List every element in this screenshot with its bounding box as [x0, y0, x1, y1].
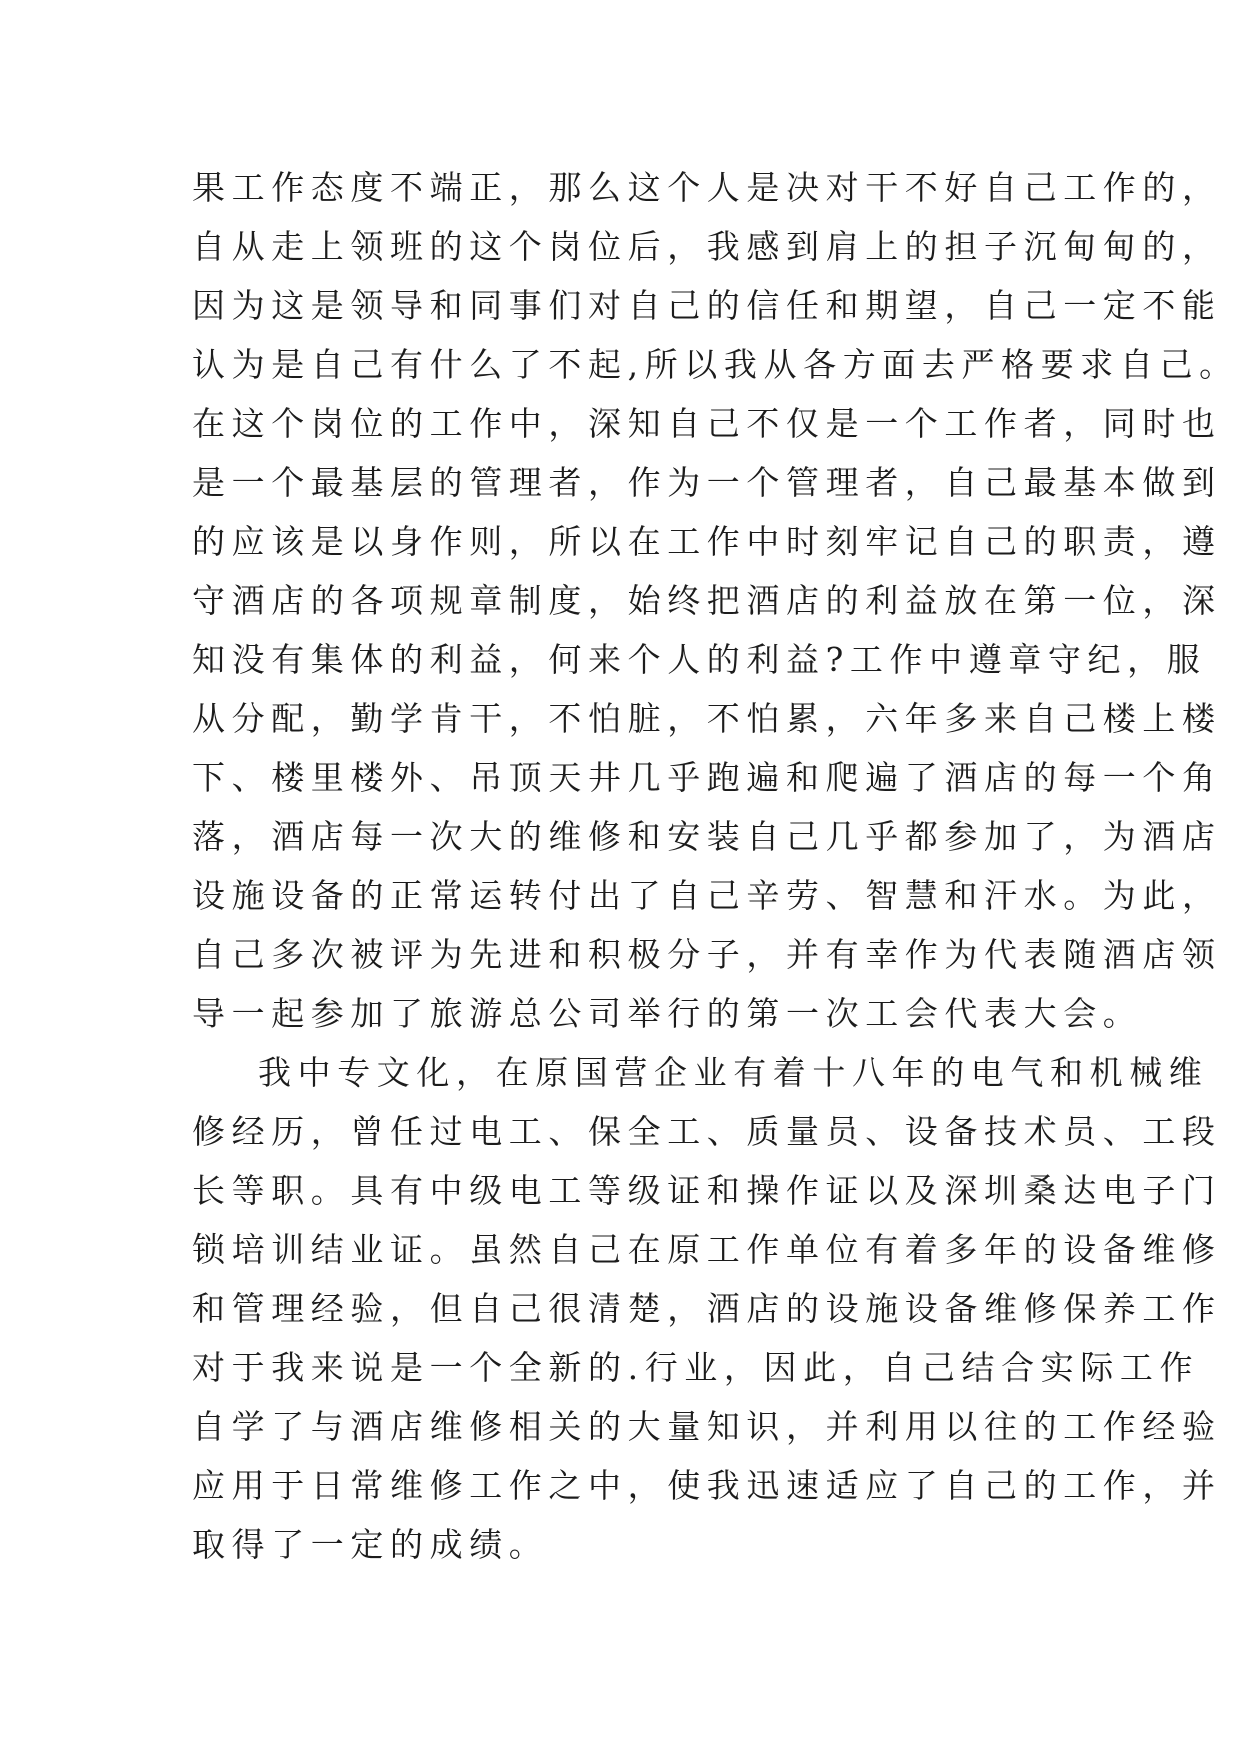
text-line: 下、楼里楼外、吊顶天井几乎跑遍和爬遍了酒店的每一个角: [192, 758, 1222, 797]
text-line: 和管理经验，但自己很清楚，酒店的设施设备维修保养工作: [192, 1289, 1222, 1328]
text-line: 在这个岗位的工作中，深知自己不仅是一个工作者，同时也: [192, 404, 1222, 443]
text-line: 锁培训结业证。虽然自己在原工作单位有着多年的设备维修: [192, 1230, 1222, 1269]
text-line: 落，酒店每一次大的维修和安装自己几乎都参加了，为酒店: [192, 817, 1222, 856]
text-line: 设施设备的正常运转付出了自己辛劳、智慧和汗水。为此，: [192, 876, 1222, 915]
text-line: 果工作态度不端正，那么这个人是决对干不好自己工作的，: [192, 168, 1222, 207]
text-line: 守酒店的各项规章制度，始终把酒店的利益放在第一位，深: [192, 581, 1222, 620]
text-line: 长等职。具有中级电工等级证和操作证以及深圳桑达电子门: [192, 1171, 1222, 1210]
text-line: 自从走上领班的这个岗位后，我感到肩上的担子沉甸甸的，: [192, 227, 1222, 266]
text-line: 因为这是领导和同事们对自己的信任和期望，自己一定不能: [192, 286, 1222, 325]
text-line: 自学了与酒店维修相关的大量知识，并利用以往的工作经验: [192, 1407, 1222, 1446]
text-line: 的应该是以身作则，所以在工作中时刻牢记自己的职责，遵: [192, 522, 1222, 561]
text-line: 是一个最基层的管理者，作为一个管理者，自己最基本做到: [192, 463, 1222, 502]
text-line: 自己多次被评为先进和积极分子，并有幸作为代表随酒店领: [192, 935, 1222, 974]
text-line: 知没有集体的利益，何来个人的利益?工作中遵章守纪，服: [192, 640, 1207, 679]
body-text: [192, 158, 1239, 1574]
paragraph-first-line: 我中专文化，在原国营企业有着十八年的电气和机械维: [258, 1053, 1209, 1092]
text-line: 取得了一定的成绩。: [192, 1525, 549, 1564]
text-line: 修经历，曾任过电工、保全工、质量员、设备技术员、工段: [192, 1112, 1222, 1151]
text-line: 对于我来说是一个全新的.行业，因此，自己结合实际工作: [192, 1348, 1200, 1387]
text-line: 导一起参加了旅游总公司举行的第一次工会代表大会。: [192, 994, 1143, 1033]
text-line: 从分配，勤学肯干，不怕脏，不怕累，六年多来自己楼上楼: [192, 699, 1222, 738]
text-line: 应用于日常维修工作之中，使我迅速适应了自己的工作，并: [192, 1466, 1222, 1505]
text-line: 认为是自己有什么了不起,所以我从各方面去严格要求自己。: [192, 345, 1239, 384]
